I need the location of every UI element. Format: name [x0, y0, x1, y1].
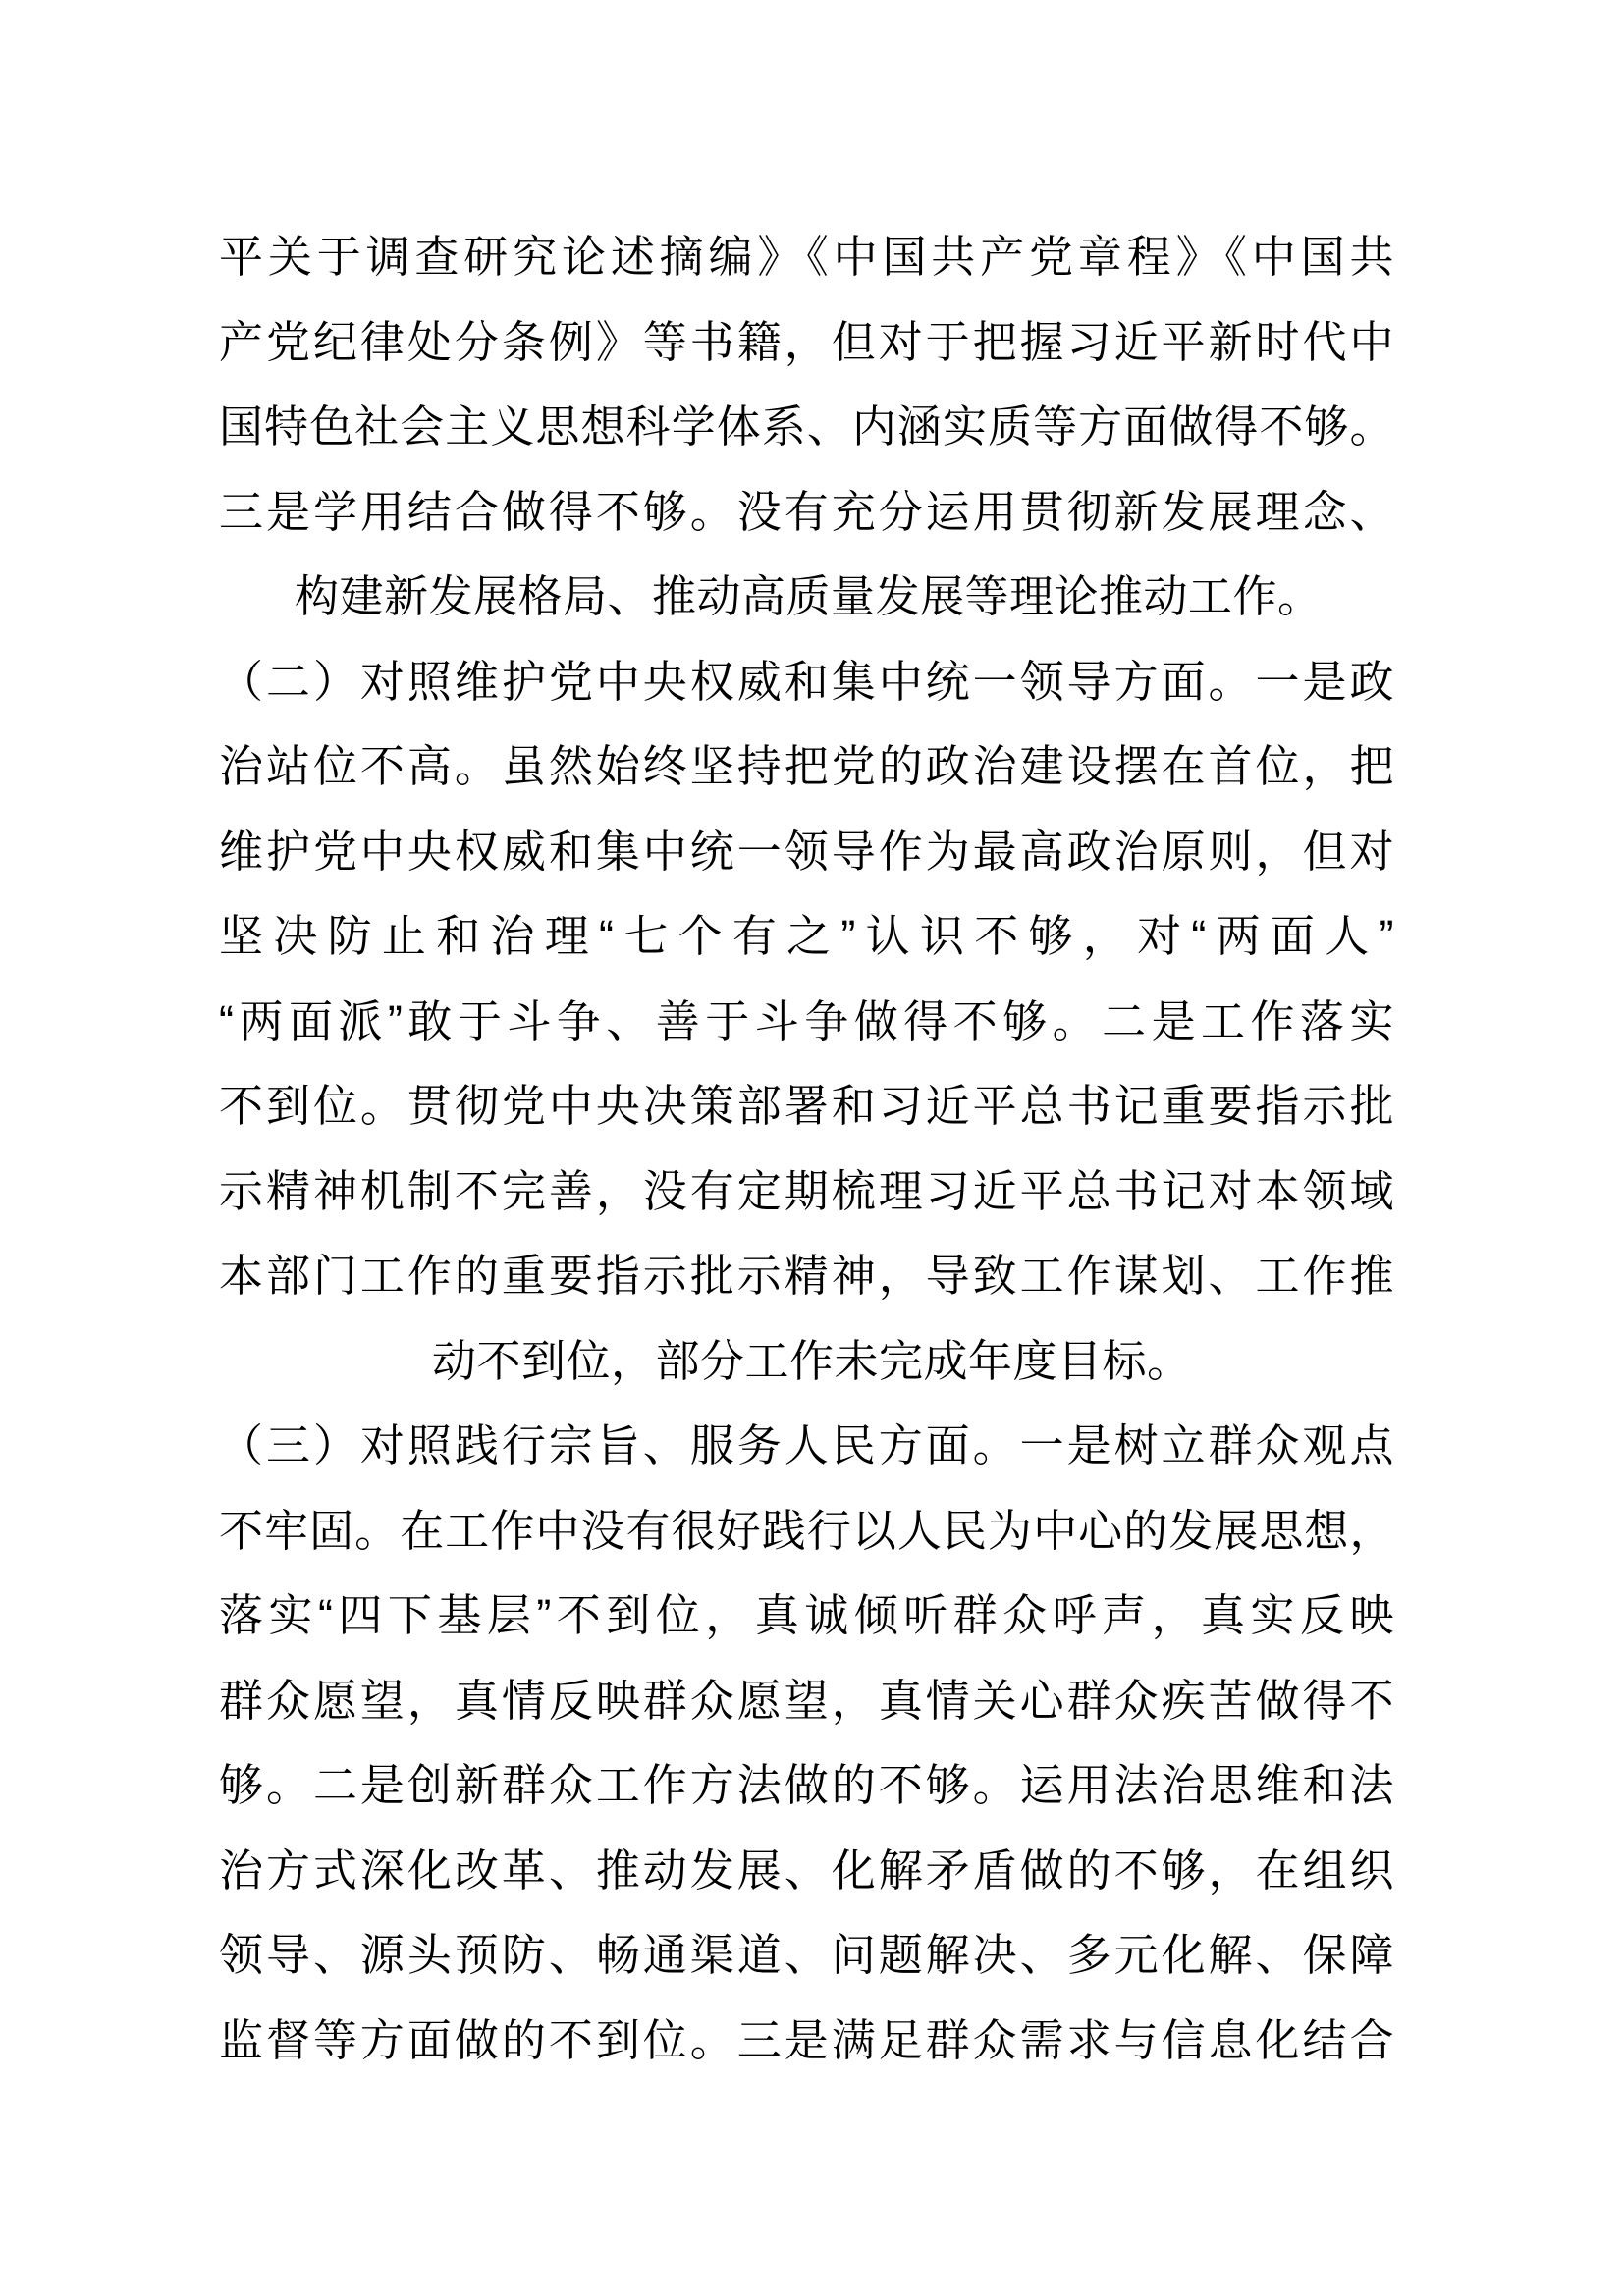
doc-line: 监督等方面做的不到位。三是满足群众需求与信息化结合 [219, 2014, 1394, 2065]
doc-line: 领导、源头预防、畅通渠道、问题解决、多元化解、保障 [219, 1930, 1394, 1980]
doc-line: 落实“四下基层”不到位，真诚倾听群众呼声，真实反映 [219, 1590, 1394, 1640]
doc-line: “两面派”敢于斗争、善于斗争做得不够。二是工作落实 [219, 995, 1394, 1046]
doc-line: 示精神机制不完善，没有定期梳理习近平总书记对本领域 [219, 1165, 1394, 1216]
doc-line: 不到位。贯彻党中央决策部署和习近平总书记重要指示批 [219, 1081, 1394, 1131]
doc-line: 治方式深化改革、推动发展、化解矛盾做的不够，在组织 [219, 1844, 1394, 1896]
doc-line: 够。二是创新群众工作方法做的不够。运用法治思维和法 [219, 1760, 1394, 1810]
doc-line: 治站位不高。虽然始终坚持把党的政治建设摆在首位，把 [219, 741, 1394, 791]
doc-line: 产党纪律处分条例》等书籍，但对于把握习近平新时代中 [219, 316, 1394, 367]
doc-line: 构建新发展格局、推动高质量发展等理论推动工作。 [295, 571, 1323, 621]
doc-line: 本部门工作的重要指示批示精神，导致工作谋划、工作推 [219, 1251, 1394, 1301]
doc-line: （二）对照维护党中央权威和集中统一领导方面。一是政 [219, 656, 1394, 707]
doc-line: 坚决防止和治理“七个有之”认识不够，对“两面人” [219, 911, 1394, 961]
doc-line: 国特色社会主义思想科学体系、内涵实质等方面做得不够。 [219, 401, 1394, 452]
document-text-block [219, 215, 1394, 2083]
doc-line: 群众愿望，真情反映群众愿望，真情关心群众疾苦做得不 [219, 1675, 1394, 1726]
doc-line: 平关于调查研究论述摘编》《中国共产党章程》《中国共 [219, 232, 1394, 282]
doc-line: 三是学用结合做得不够。没有充分运用贯彻新发展理念、 [219, 486, 1394, 537]
doc-line: 动不到位，部分工作未完成年度目标。 [432, 1335, 1192, 1386]
doc-line: （三）对照践行宗旨、服务人民方面。一是树立群众观点 [219, 1420, 1394, 1470]
doc-line: 维护党中央权威和集中统一领导作为最高政治原则，但对 [219, 826, 1394, 877]
doc-line: 不牢固。在工作中没有很好践行以人民为中心的发展思想， [219, 1505, 1394, 1556]
